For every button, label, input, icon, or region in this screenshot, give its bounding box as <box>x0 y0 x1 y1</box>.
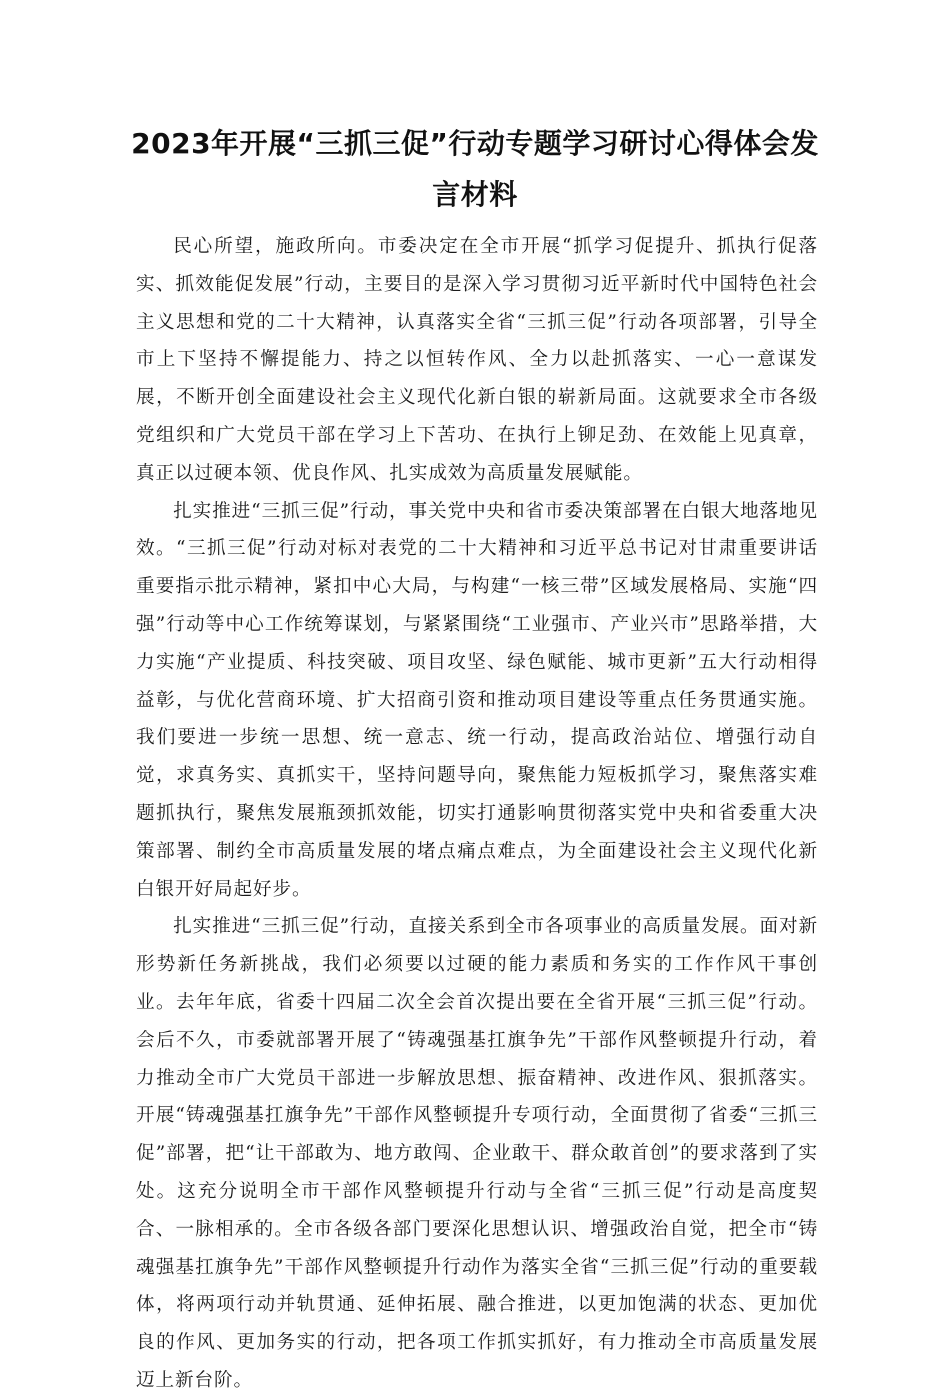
paragraph-3: 扎实推进“三抓三促”行动，直接关系到全市各项事业的高质量发展。面对新形势新任务新挑战，我们必须要以过硬的能力素质和务实的工作作风干事创业。去年年底，省委十四届二次全会首次提出要在全省开展“三抓三促”行动。会后不久，市委就部署开展了“铸魂强基扛旗争先”干部作风整顿提升行动，着力推动全市广大党员干部进一步解放思想、振奋精神、改进作风、狠抓落实。开展“铸魂强基扛旗争先”干部作风整顿提升专项行动，全面贯彻了省委“三抓三促”部署，把“让干部敢为、地方敢闯、企业敢干、群众敢首创”的要求落到了实处。这充分说明全市干部作风整顿提升行动与全省“三抓三促”行动是高度契合、一脉相承的。全市各级各部门要深化思想认识、增强政治自觉，把全市“铸魂强基扛旗争先”干部作风整顿提升行动作为落实全省“三抓三促”行动的重要载体，将两项行动并轨贯通、延伸拓展、融合推进，以更加饱满的状态、更加优良的作风、更加务实的行动，把各项工作抓实抓好，有力推动全市高质量发展迈上新台阶。 <box>136 916 818 1391</box>
document-title: 2023年开展“三抓三促”行动专题学习研讨心得体会发言材料 <box>131 127 819 211</box>
paragraph-1: 民心所望，施政所向。市委决定在全市开展“抓学习促提升、抓执行促落实、抓效能促发展”行动，主要目的是深入学习贯彻习近平新时代中国特色社会主义思想和党的二十大精神，认真落实全省“三抓三促”行动各项部署，引导全市上下坚持不懈提能力、持之以恒转作风、全力以赴抓落实、一心一意谋发展，不断开创全面建设社会主义现代化新白银的崭新局面。这就要求全市各级党组织和广大党员干部在学习上下苦功、在执行上铆足劲、在效能上见真章，真正以过硬本领、优良作风、扎实成效为高质量发展赋能。 <box>136 236 818 484</box>
paragraph-2: 扎实推进“三抓三促”行动，事关党中央和省市委决策部署在白银大地落地见效。“三抓三促”行动对标对表党的二十大精神和习近平总书记对甘肃重要讲话重要指示批示精神，紧扣中心大局，与构建“一核三带”区域发展格局、实施“四强”行动等中心工作统筹谋划，与紧紧围绕“工业强市、产业兴市”思路举措，大力实施“产业提质、科技突破、项目攻坚、绿色赋能、城市更新”五大行动相得益彰，与优化营商环境、扩大招商引资和推动项目建设等重点任务贯通实施。我们要进一步统一思想、统一意志、统一行动，提高政治站位、增强行动自觉，求真务实、真抓实干，坚持问题导向，聚焦能力短板抓学习，聚焦落实难题抓执行，聚焦发展瓶颈抓效能，切实打通影响贯彻落实党中央和省委重大决策部署、制约全市高质量发展的堵点痛点难点，为全面建设社会主义现代化新白银开好局起好步。 <box>136 500 818 900</box>
document-body <box>136 228 818 1400</box>
